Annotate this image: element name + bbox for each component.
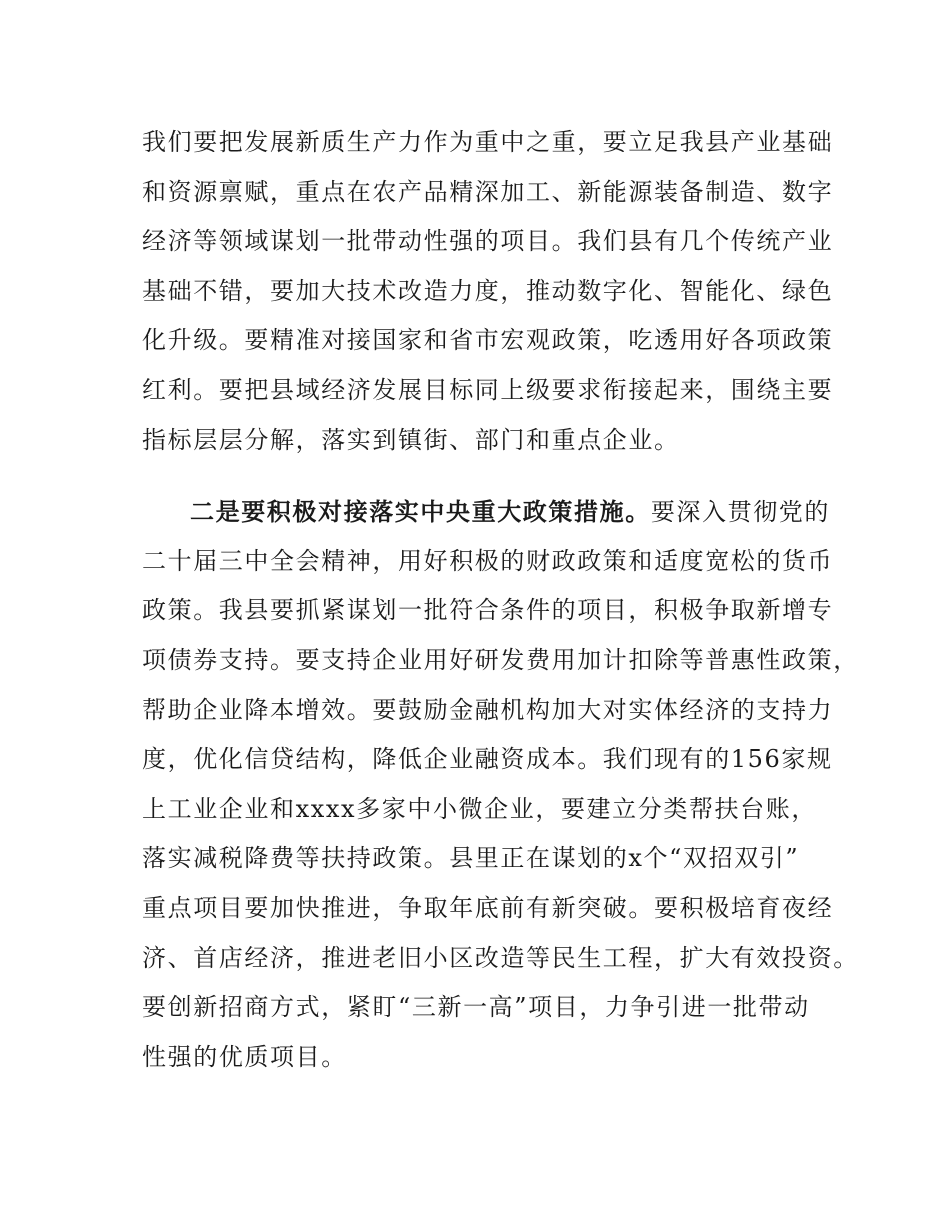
text-line: 重点项目要加快推进，争取年底前有新突破。要积极培育夜经 [142,893,834,922]
paragraph-heading: 二是要积极对接落实中央重大政策措施。 [190,497,651,527]
paragraph-1 [142,118,842,465]
text-line: 政策。我县要抓紧谋划一批符合条件的项目，积极争取新增专 [142,596,834,625]
paragraph-2-first-line [142,487,842,537]
text-line: 帮助企业降本增效。要鼓励金融机构加大对实体经济的支持力 [142,695,834,724]
text-line: 我们要把发展新质生产力作为重中之重，要立足我县产业基础 [142,128,834,156]
paragraph-2 [142,487,859,1082]
text-line: 上工业企业和xxxx多家中小微企业，要建立分类帮扶台账， [142,794,817,823]
text-line: 济、首店经济，推进老旧小区改造等民生工程，扩大有效投资。 [142,943,859,972]
text-span: 要深入贯彻党的 [650,498,831,527]
document-body [142,118,859,1082]
text-line: 基础不错，要加大技术改造力度，推动数字化、智能化、绿色 [142,276,834,305]
paragraph-spacer [142,465,842,487]
text-line: 和资源禀赋，重点在农产品精深加工、新能源装备制造、数字 [142,177,834,206]
text-line: 落实减税降费等扶持政策。县里正在谋划的x个“双招双引” [142,844,800,873]
text-line: 红利。要把县域经济发展目标同上级要求衔接起来，围绕主要 [142,375,834,404]
text-line: 二十届三中全会精神，用好积极的财政政策和适度宽松的货币 [142,546,834,575]
text-line: 度，优化信贷结构，降低企业融资成本。我们现有的156家规 [142,745,833,774]
text-line: 项债券支持。要支持企业用好研发费用加计扣除等普惠性政策， [142,645,859,674]
text-line: 经济等领域谋划一批带动性强的项目。我们县有几个传统产业 [142,227,834,256]
text-line: 指标层层分解，落实到镇街、部门和重点企业。 [142,425,680,454]
text-line: 要创新招商方式，紧盯“三新一高”项目，力争引进一批带动 [142,993,810,1022]
text-line: 化升级。要精准对接国家和省市宏观政策，吃透用好各项政策 [142,326,834,355]
text-line: 性强的优质项目。 [142,1042,347,1071]
